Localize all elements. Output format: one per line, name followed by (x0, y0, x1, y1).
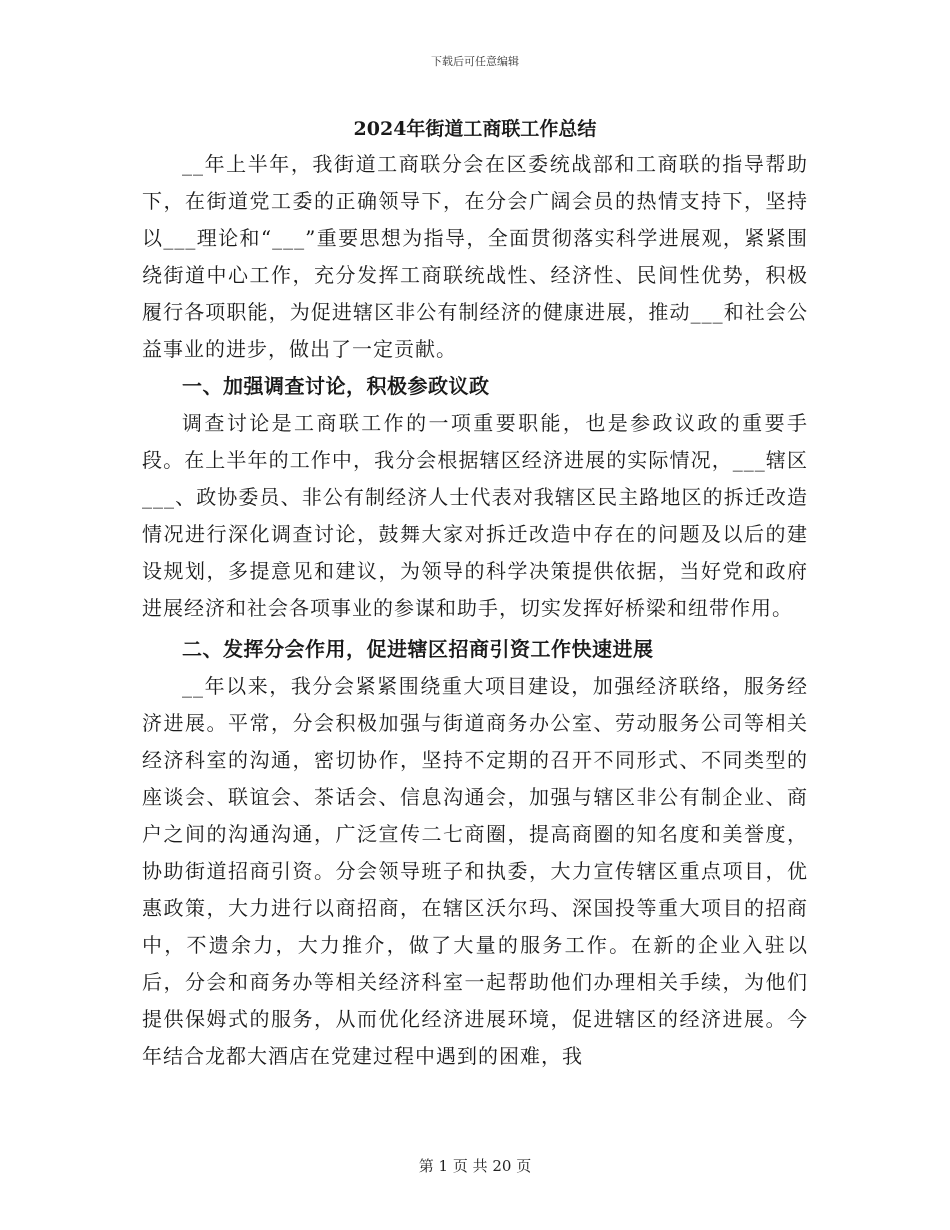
document-title: 2024年街道工商联工作总结 (353, 118, 597, 140)
page-number: 第 1 页 共 20 页 (418, 1157, 532, 1175)
header-note: 下载后可任意编辑 (431, 55, 519, 68)
document-body (142, 146, 808, 1075)
section-2-heading: 二、发挥分会作用，促进辖区招商引资工作快速进展 (182, 637, 654, 661)
section-1-paragraph: 调查讨论是工商联工作的一项重要职能，也是参政议政的重要手段。在上半年的工作中，我分会根据辖区经济进展的实际情况，___辖区___、政协委员、非公有制经济人士代表对我辖区民主路地区的拆迁改造情况进行深化调查讨论，鼓舞大家对拆迁改造中存在的问题及以后的建设规划，多提意见和建议，为领导的科学决策提供依据，当好党和政府进展经济和社会各项事业的参谋和助手，切实发挥好桥梁和纽带作用。 (142, 411, 808, 620)
section-2-paragraph: __年以来，我分会紧紧围绕重大项目建设，加强经济联络，服务经济进展。平常，分会积极加强与街道商务办公室、劳动服务公司等相关经济科室的沟通，密切协作，坚持不定期的召开不同形式、不同类型的座谈会、联谊会、茶话会、信息沟通会，加强与辖区非公有制企业、商户之间的沟通沟通，广泛宣传二七商圈，提高商圈的知名度和美誉度，协助街道招商引资。分会领导班子和执委，大力宣传辖区重点项目，优惠政策，大力进行以商招商，在辖区沃尔玛、深国投等重大项目的招商中，不遗余力，大力推介，做了大量的服务工作。在新的企业入驻以后，分会和商务办等相关经济科室一起帮助他们办理相关手续，为他们提供保姆式的服务，从而优化经济进展环境，促进辖区的经济进展。今年结合龙都大酒店在党建过程中遇到的困难，我 (142, 674, 808, 1068)
section-1-heading: 一、加强调查讨论，积极参政议政 (182, 374, 490, 398)
intro-paragraph: __年上半年，我街道工商联分会在区委统战部和工商联的指导帮助下，在街道党工委的正确领导下，在分会广阔会员的热情支持下，坚持以___理论和“___”重要思想为指导，全面贯彻落实科学进展观，紧紧围绕街道中心工作，充分发挥工商联统战性、经济性、民间性优势，积极履行各项职能，为促进辖区非公有制经济的健康进展，推动___和社会公益事业的进步，做出了一定贡献。 (142, 152, 808, 361)
